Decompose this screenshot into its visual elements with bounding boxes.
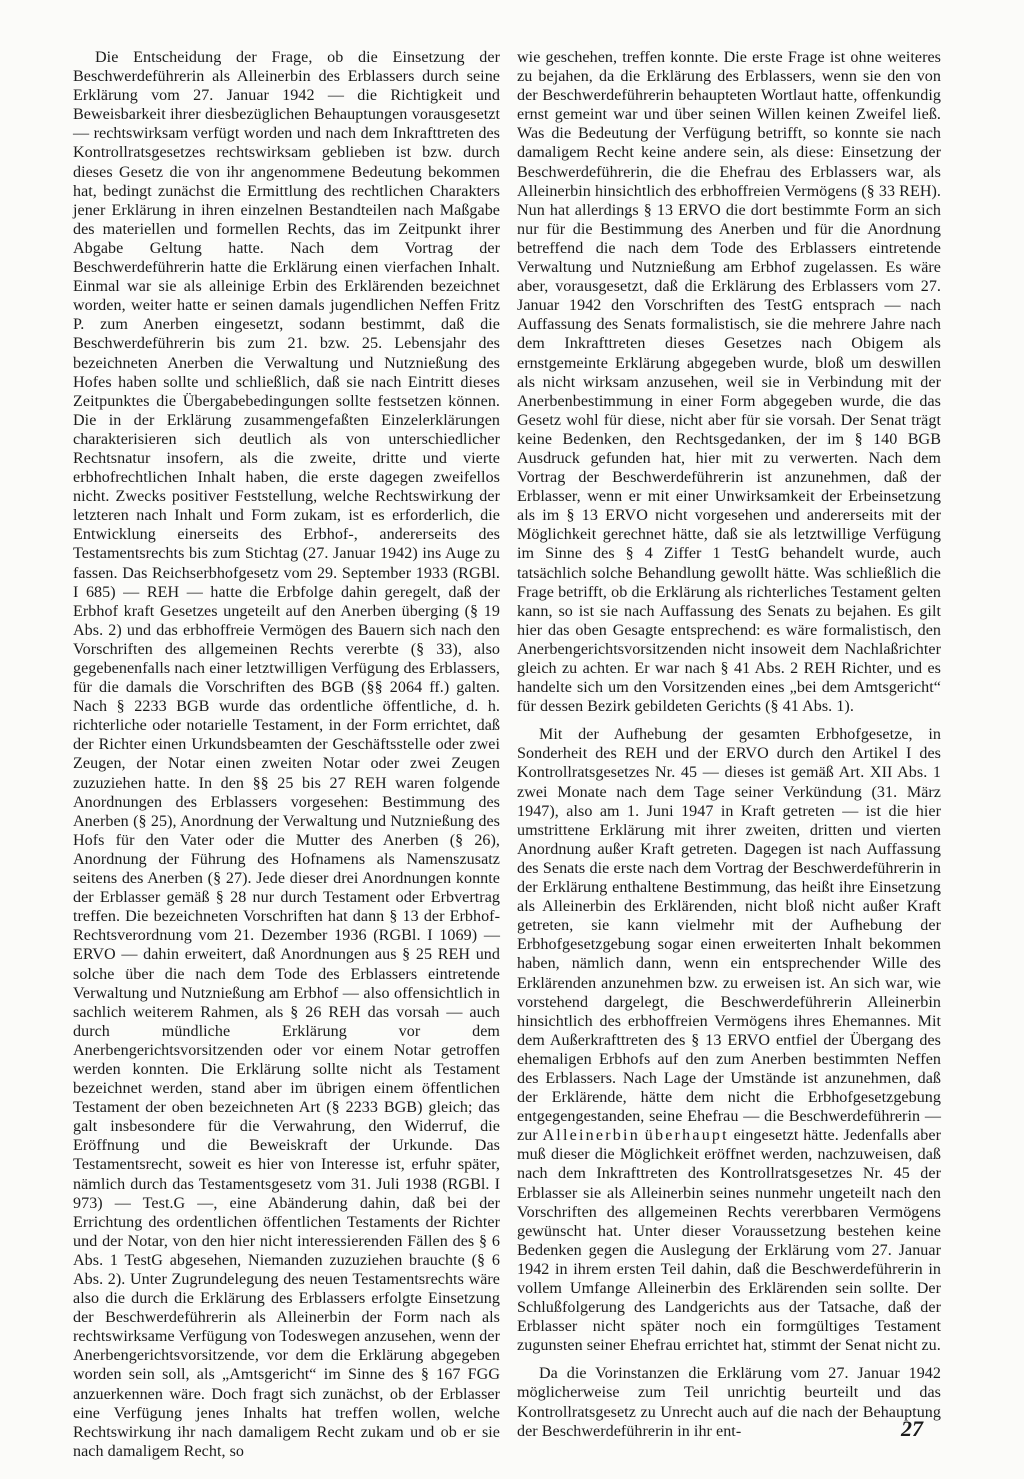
paragraph-text: eingesetzt hätte. Jedenfalls aber muß dieser die Möglichkeit eröffnet werden, nachzuweisen, daß nach dem Inkrafttreten des Kontrollratsgesetzes Nr. 45 der Erblasser sie als Alleinerbin seines nunmehr ungeteilt nach den Vorschriften des allgemeinen Rechts vererbbaren Vermögens gewünscht hat. Unter dieser Voraussetzung bestehen keine Bedenken gegen die Auslegung der Erklärung vom 27. Januar 1942 in ihrem ersten Teil dahin, daß die Beschwerdeführerin in vollem Umfange Alleinerbin des Erklärenden sein sollte. Der Schlußfolgerung des Landgerichts aus der Tatsache, daß der Erblasser nicht später noch ein formgültiges Testament zugunsten seiner Ehefrau errichtet hat, stimmt der Senat nicht zu. [517, 1127, 942, 1355]
page-number: 27 [901, 1416, 923, 1441]
paragraph [517, 725, 941, 1355]
paragraph: Da die Vorinstanzen die Erklärung vom 27. Januar 1942 möglicherweise zum Teil unrichtig beurteilt und das Kontrollratsgesetz zu Unrecht auch auf die nach der Behauptung der Beschwerdeführerin in ihr ent- [517, 1365, 941, 1440]
spaced-emphasis-text: überhaupt [644, 1127, 729, 1145]
left-text-column [73, 48, 500, 1461]
paragraph-text: Mit der Aufhebung der gesamten Erbhofgesetze, in Sonderheit des REH und der ERVO durch den Artikel I des Kontrollratsgesetzes Nr. 45 — dieses ist gemäß Art. XII Abs. 1 zwei Monate nach dem Tage seiner Verkündung (31. März 1947), also am 1. Juni 1947 in Kraft getreten — ist die hier umstrittene Erklärung mit ihrer zweiten, dritten und vierten Anordnung außer Kraft getreten. Dagegen ist nach Auffassung des Senats die erste nach dem Vortrag der Beschwerdeführerin in der Erklärung enthaltene Bestimmung, das heißt ihre Einsetzung als Alleinerbin des Erklärenden, nicht bloß nicht außer Kraft getreten, sie kann vielmehr mit der Aufhebung der Erbhofgesetzgebung sogar einen erweiterten Inhalt bekommen haben, nämlich dann, wenn ein entsprechender Wille des Erklärenden anzunehmen bzw. zu erweisen ist. An sich war, wie vorstehend dargelegt, die Beschwerdeführerin Alleinerbin hinsichtlich des erbhoffreien Vermögens ihres Ehemannes. Mit dem Außerkrafttreten des § 13 ERVO entfiel der Übergang des ehemaligen Erbhofs auf den zum Anerben bestimmten Neffen des Erblassers. Nach Lage der Umstände ist anzunehmen, daß der Erklärende, hätte dem nicht die Erbhofgesetzgebung entgegengestanden, seine Ehefrau — die Beschwerdeführerin — zur [517, 726, 941, 1145]
paragraph-continuation: wie geschehen, treffen konnte. Die erste Frage ist ohne weiteres zu bejahen, da die Erklärung des Erblassers, wenn sie den von der Beschwerdeführerin behaupteten Wortlaut hatte, offenkundig ernst gemeint war und über seinen Willen keinen Zweifel ließ. Was die Bedeutung der Verfügung betrifft, so konnte sie nach damaligem Recht keine andere sein, als diese: Einsetzung der Beschwerdeführerin, die die Ehefrau des Erblassers war, als Alleinerbin hinsichtlich des erbhoffreien Vermögens (§ 33 REH). Nun hat allerdings § 13 ERVO die dort bestimmte Form an sich nur für die Bestimmung des Anerben und für die Anordnung betreffend die nach dem Tode des Erblassers eintretende Verwaltung und Nutznießung am Erbhof zugelassen. Es wäre aber, vorausgesetzt, daß die Erklärung des Erblassers vom 27. Januar 1942 den Vorschriften des TestG entsprach — nach Auffassung des Senats formalistisch, sie die mehrere Jahre nach dem Inkrafttreten dieses Gesetzes nach Obigem als ernstgemeinte Erklärung abgegeben wurde, bloß um deswillen als nicht wirksam anzusehen, weil sie in Verbindung mit der Anerbenbestimmung in einer Form abgegeben wurde, die das Gesetz wohl für diese, nicht aber für sie vorsah. Der Senat trägt keine Bedenken, den Rechtsgedanken, der im § 140 BGB Ausdruck gefunden hat, hier mit zu verwerten. Nach dem Vortrag der Beschwerdeführerin ist anzunehmen, daß der Erblasser, wenn er mit einer Unwirksamkeit der Erbeinsetzung als im § 13 ERVO nicht vorgesehen und andererseits mit der Möglichkeit gerechnet hätte, daß sie als letztwillige Verfügung im Sinne des § 4 Ziffer 1 TestG behandelt wurde, auch tatsächlich solche Behandlung gewollt hätte. Was schließlich die Frage betrifft, ob die Erklärung als richterliches Testament gelten kann, so ist sie nach Auffassung des Senats zu bejahen. Es gilt hier das oben Gesagte entsprechend: es wäre formalistisch, den Anerbengerichtsvorsitzenden nicht insoweit dem Nachlaßrichter gleich zu achten. Er war nach § 41 Abs. 2 REH Richter, und es handelte sich um den Vorsitzenden eines „bei dem Amtsgericht“ für dessen Bezirk gebildeten Gerichts (§ 41 Abs. 1). [517, 49, 941, 716]
right-text-column [517, 48, 941, 1441]
paragraph: Die Entscheidung der Frage, ob die Einsetzung der Beschwerdeführerin als Alleinerbin des Erblassers durch seine Erklärung vom 27. Januar 1942 — die Richtigkeit und Beweisbarkeit ihrer diesbezüglichen Behauptungen vorausgesetzt — rechtswirksam verfügt worden und nach dem Inkrafttreten des Kontrollratsgesetzes rechtswirksam geblieben ist bzw. durch dieses Gesetz die von ihr angenommene Bedeutung bekommen hat, bedingt zunächst die Ermittlung des rechtlichen Charakters jener Erklärung in ihren einzelnen Bestandteilen nach Maßgabe des materiellen und formellen Rechts, das im Zeitpunkt ihrer Abgabe Geltung hatte. Nach dem Vortrag der Beschwerdeführerin hatte die Erklärung einen vierfachen Inhalt. Einmal war sie als alleinige Erbin des Erklärenden bezeichnet worden, weiter hatte er seinen damals jugendlichen Neffen Fritz P. zum Anerben eingesetzt, sodann bestimmt, daß die Beschwerdeführerin bis zum 21. bzw. 25. Lebensjahr des bezeichneten Anerben die Verwaltung und Nutznießung des Hofes haben sollte und schließlich, daß sie nach Eintritt dieses Zeitpunktes die Übergabebedingungen sollte festsetzen können. Die in der Erklärung zusammengefaßten Einzelerklärungen charakterisieren sich deutlich als von unterschiedlicher Rechtsnatur insofern, als die zweite, dritte und vierte erbhofrechtlichen Inhalt haben, die erste dagegen zweifellos nicht. Zwecks positiver Feststellung, welche Rechtswirkung der letzteren nach Inhalt und Form zukam, ist es erforderlich, die Entwicklung einerseits des Erbhof-, andererseits des Testamentsrechts bis zum Stichtag (27. Januar 1942) ins Auge zu fassen. Das Reichserbhofgesetz vom 29. September 1933 (RGBl. I 685) — REH — hatte die Erbfolge dahin geregelt, daß der Erbhof kraft Gesetzes ungeteilt auf den Anerben überging (§ 19 Abs. 2) und das erbhoffreie Vermögen des Bauern sich nach den Vorschriften des allgemeinen Rechts vererbte (§ 33), also gegebenenfalls nach einer letztwilligen Verfügung des Erblassers, für die damals die Vorschriften des BGB (§§ 2064 ff.) galten. Nach § 2233 BGB wurde das ordentliche öffentliche, d. h. richterliche oder notarielle Testament, in der Form errichtet, daß der Richter einen Urkundsbeamten der Geschäftsstelle oder zwei Zeugen, der Notar einen zweiten Notar oder zwei Zeugen zuzuziehen hatte. In den §§ 25 bis 27 REH waren folgende Anordnungen des Erblassers vorgesehen: Bestimmung des Anerben (§ 25), Anordnung der Verwaltung und Nutznießung des Hofs für den Vater oder die Mutter des Anerben (§ 26), Anordnung der Führung des Hofnamens als Namenszusatz seitens des Anerben (§ 27). Jede dieser drei Anordnungen konnte der Erblasser gemäß § 28 nur durch Testament oder Erbvertrag treffen. Die bezeichneten Vorschriften hat dann § 13 der Erbhof-Rechtsverordnung vom 21. Dezember 1936 (RGBl. I 1069) — ERVO — dahin erweitert, daß Anordnungen aus § 25 REH und solche über die nach dem Tode des Erblassers eintretende Verwaltung und Nutznießung am Erbhof — also offensichtlich in sachlich weiterem Rahmen, als § 26 REH das vorsah — auch durch mündliche Erklärung vor dem Anerbengerichtsvorsitzenden oder vor einem Notar getroffen werden konnten. Die Erklärung sollte nicht als Testament bezeichnet werden, stand aber im übrigen einem öffentlichen Testament der oben bezeichneten Art (§ 2233 BGB) gleich; das galt insbesondere für die Verwahrung, den Widerruf, die Eröffnung und die Beweiskraft der Urkunde. Das Testamentsrecht, soweit es hier von Interesse ist, erfuhr später, nämlich durch das Testamentsgesetz vom 31. Juli 1938 (RGBl. I 973) — Test.G —, eine Abänderung dahin, daß bei der Errichtung des ordentlichen öffentlichen Testaments der Richter und der Notar, von den hier nicht interessierenden Fällen des § 6 Abs. 1 TestG abgesehen, Niemanden zuzuziehen brauchte (§ 6 Abs. 2). Unter Zugrundelegung des neuen Testamentsrechts wäre also die durch die Erklärung des Erblassers erfolgte Einsetzung der Beschwerdeführerin als Alleinerbin der Form nach als rechtswirksame Verfügung von Todeswegen anzusehen, wenn der Anerbengerichtsvorsitzende, vor dem die Erklärung abgegeben worden sein soll, als „Amtsgericht“ im Sinne des § 167 FGG anzuerkennen wäre. Doch fragt sich zunächst, ob der Erblasser eine Verfügung jenes Inhalts hat treffen wollen, welche Rechtswirkung ihr nach damaligem Recht zukam und ob er sie nach damaligem Recht, so [73, 49, 500, 1460]
spaced-emphasis-text: Alleinerbin [542, 1127, 640, 1145]
